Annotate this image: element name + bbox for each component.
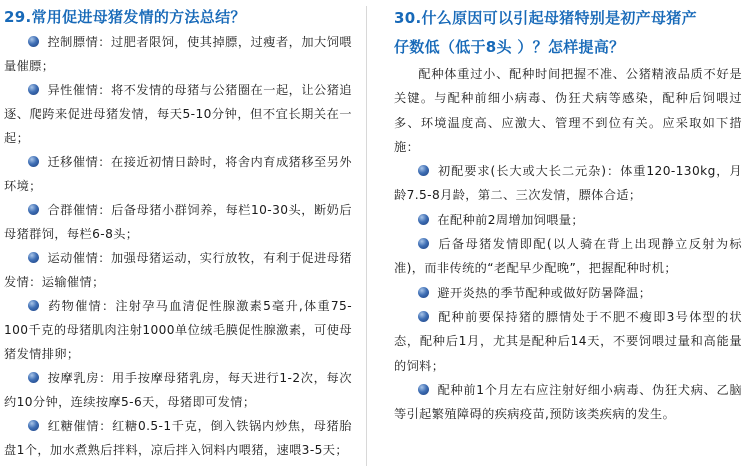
- bullet-icon: [418, 238, 429, 249]
- item-text: 红糖催情：红糖0.5-1千克，倒入铁锅内炒焦，母猪胎盘1个，加水煮熟后拌料，凉后拌入饲料内喂猪，速喂3-5天；: [4, 419, 352, 457]
- bullet-icon: [418, 287, 429, 298]
- list-item: [4, 414, 352, 462]
- list-item: [394, 232, 742, 281]
- question-30-title-line1: 30.什么原因可以引起母猪特别是初产母猪产: [394, 9, 697, 27]
- item-text: 避开炎热的季节配种或做好防暑降温；: [437, 285, 652, 300]
- bullet-icon: [418, 165, 429, 176]
- item-text: 初配要求(长大或大长二元杂)：体重120-130kg，月龄7.5-8月龄，第二、三次发情，膘体合适；: [394, 164, 742, 203]
- list-item: [4, 366, 352, 414]
- item-text: 运动催情：加强母猪运动，实行放牧，有利于促进母猪发情：运输催情；: [4, 251, 352, 289]
- item-text: 按摩乳房：用手按摩母猪乳房，每天进行1-2次，每次约10分钟，连续按摩5-6天，母猪即可发情；: [4, 371, 352, 409]
- bullet-icon: [28, 204, 39, 215]
- bullet-icon: [28, 252, 39, 263]
- list-item: [394, 305, 742, 378]
- list-item: [394, 159, 742, 208]
- list-item: [4, 150, 352, 198]
- list-item: [4, 30, 352, 78]
- item-text: 配种前要保持猪的膘情处于不肥不瘦即3号体型的状态，配种后1月，尤其是配种后14天，不要饲喂过量和高能量的饲料；: [394, 309, 742, 373]
- item-text: 控制膘情：过肥者限饲，使其掉膘，过瘦者，加大饲喂量催膘；: [4, 35, 352, 73]
- intro-paragraph: 配种体重过小、配种时间把握不准、公猪精液品质不好是关键。与配种前细小病毒、伪狂犬病等感染，配种后饲喂过多、环境温度高、应激大、管理不到位有关。应采取如下措施：: [394, 67, 742, 154]
- question-30-title-line2: 仔数低（低于8头 ）？怎样提高？: [394, 38, 625, 56]
- bullet-icon: [28, 300, 39, 311]
- item-text: 配种前1个月左右应注射好细小病毒、伪狂犬病、乙脑等引起繁殖障碍的疾病疫苗,预防该类疾病的发生。: [394, 382, 742, 422]
- bullet-icon: [28, 420, 39, 431]
- item-text: 迁移催情：在接近初情日龄时，将舍内育成猪移至另外环境；: [4, 155, 352, 193]
- bullet-icon: [418, 311, 429, 322]
- item-text: 在配种前2周增加饲喂量；: [437, 212, 585, 227]
- bullet-icon: [418, 384, 429, 395]
- list-item: [4, 246, 352, 294]
- bullet-icon: [418, 214, 429, 225]
- list-item: [394, 208, 742, 232]
- item-text: 药物催情：注射孕马血清促性腺激素5毫升,体重75-100千克的母猪肌肉注射1000单位绒毛膜促性腺激素，可使母猪发情排卵；: [4, 299, 352, 361]
- list-item: [4, 198, 352, 246]
- list-item: [4, 294, 352, 366]
- list-item: [4, 78, 352, 150]
- bullet-icon: [28, 84, 39, 95]
- list-item: [394, 281, 742, 305]
- item-text: 异性催情：将不发情的母猪与公猪圈在一起，让公猪追逐、爬跨来促进母猪发情，每天5-10分钟，但不宜长期关在一起；: [4, 83, 352, 145]
- bullet-icon: [28, 372, 39, 383]
- column-divider: [366, 6, 367, 466]
- right-column: [388, 0, 744, 426]
- bullet-icon: [28, 36, 39, 47]
- bullet-icon: [28, 156, 39, 167]
- question-29-title: 29.常用促进母猪发情的方法总结？: [4, 8, 246, 26]
- list-item: [394, 378, 742, 427]
- item-text: 合群催情：后备母猪小群饲养，每栏10-30头，断奶后母猪群饲，每栏6-8头；: [4, 203, 352, 241]
- item-text: 后备母猪发情即配(以人骑在背上出现静立反射为标准)，而非传统的“老配早少配晚”，把握配种时机；: [394, 237, 742, 276]
- left-column: [0, 0, 356, 462]
